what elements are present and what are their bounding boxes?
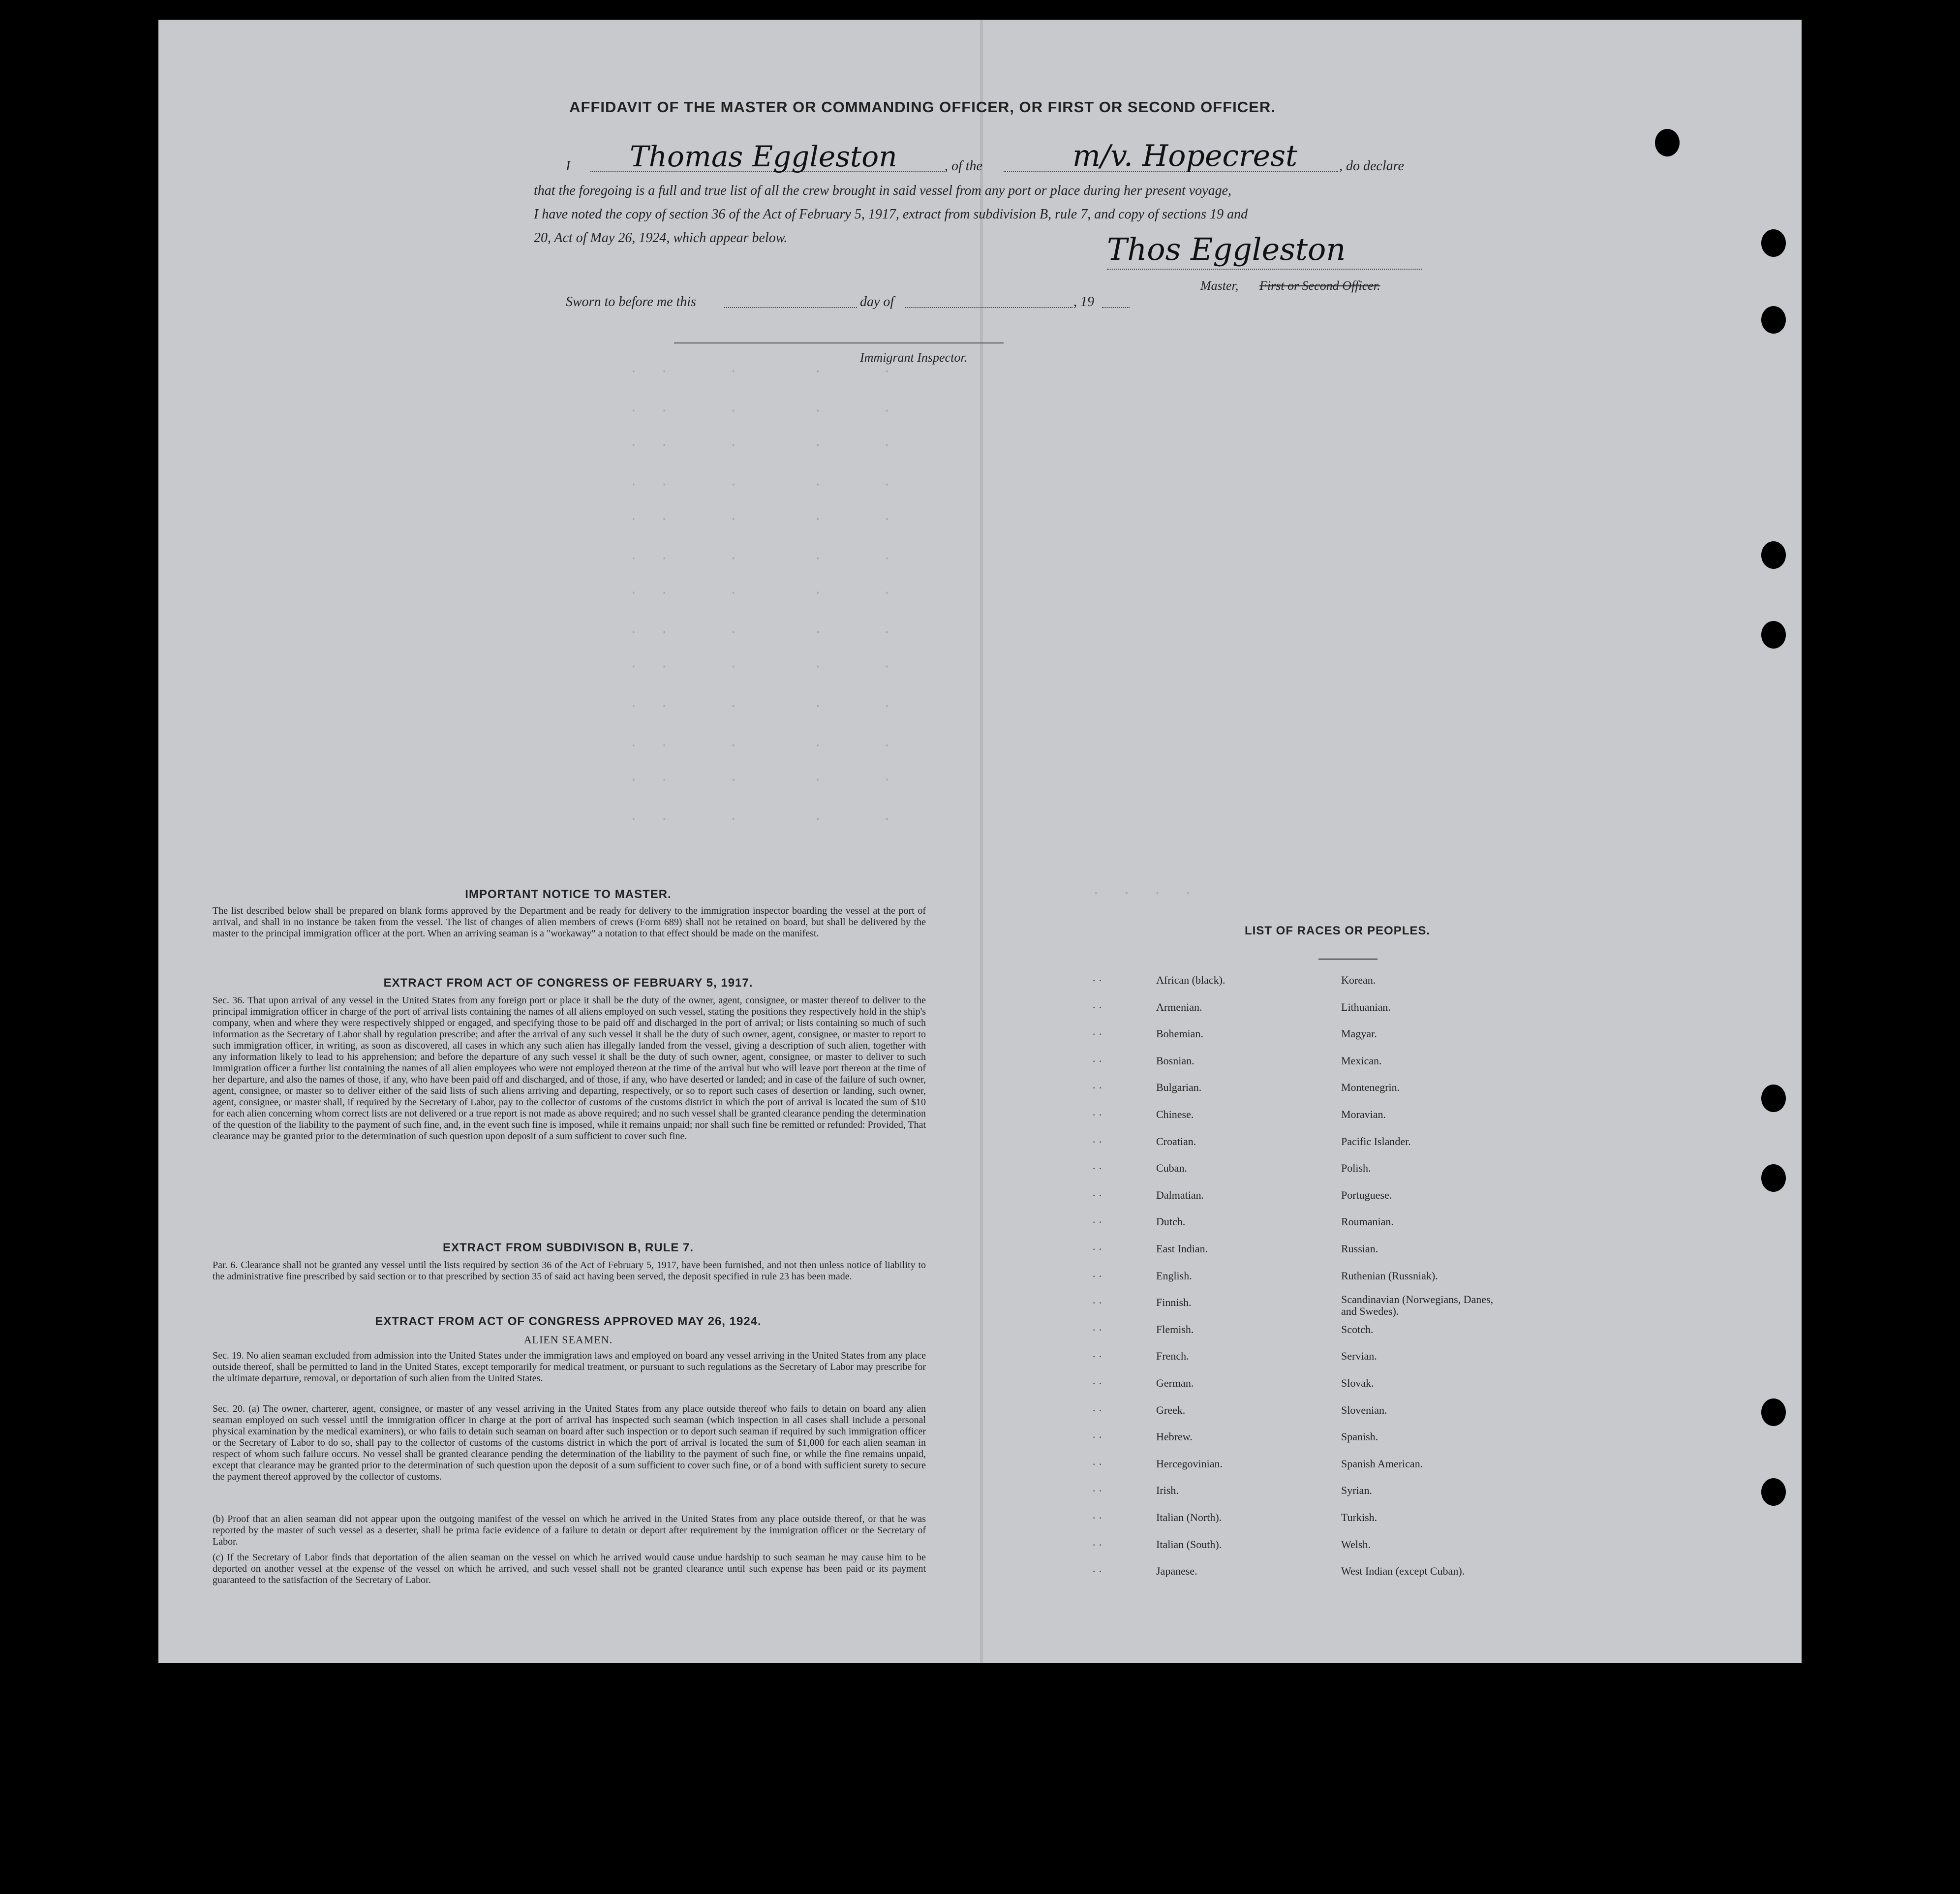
race-item: Greek.	[1156, 1403, 1186, 1416]
punch-hole	[1761, 621, 1786, 649]
vessel-name-handwritten: m/v. Hopecrest	[1072, 139, 1298, 173]
race-item: Chinese.	[1156, 1108, 1194, 1120]
race-item: Turkish.	[1341, 1511, 1378, 1523]
leader-dots: · ·	[1092, 1055, 1102, 1067]
declaration-i: I	[566, 158, 571, 174]
leader-dots: · ·	[1092, 1109, 1102, 1121]
punch-hole	[1761, 229, 1786, 257]
race-item: Irish.	[1156, 1484, 1179, 1497]
leader-dots: · ·	[1092, 1404, 1102, 1417]
race-item: West Indian (except Cuban).	[1341, 1565, 1465, 1578]
notice-heading: IMPORTANT NOTICE TO MASTER.	[465, 888, 672, 901]
extract-rule7-text: Par. 6. Clearance shall not be granted any vessel until the lists required by section 36 of the Act of February 5, 1917, have been furnished, and not then unless notice of liability to the administrative fine prescribed by said section or to that prescribed by section 35 of said act having been served, the deposit specified in rule 23 has been made.	[213, 1260, 926, 1282]
sworn-year-line	[1102, 307, 1130, 308]
master-signature: Thos Eggleston	[1107, 231, 1346, 267]
leader-dots: · ·	[1092, 1565, 1102, 1578]
leader-dots: · ·	[1092, 1216, 1102, 1229]
inspector-signature-line	[674, 342, 1004, 343]
leader-dots: · ·	[1092, 974, 1102, 987]
declaration-line-1: that the foregoing is a full and true list of all the crew brought in said vessel from any port or place during her present voyage,	[534, 183, 1232, 198]
sworn-label: Sworn to before me this	[566, 294, 696, 310]
race-item: Dutch.	[1156, 1215, 1186, 1228]
punch-hole	[1761, 1164, 1786, 1192]
leader-dots: · ·	[1092, 1243, 1102, 1255]
race-item: Scotch.	[1341, 1323, 1374, 1335]
notice-text: The list described below shall be prepared on blank forms approved by the Department and be ready for delivery to the immigration inspector boarding the vessel at the port of arrival, and shall in no instance be taken from the vessel. The list of changes of alien members of crews (Form 689) shall not be retained on board, but shall be delivered by the master to the principal immigration officer at the port. When an arriving seaman is a "workaway" a notation to that effect should be made on the manifest.	[213, 905, 926, 939]
race-item: Finnish.	[1156, 1296, 1192, 1309]
race-item: Hebrew.	[1156, 1430, 1193, 1443]
races-heading: LIST OF RACES OR PEOPLES.	[1245, 924, 1431, 937]
race-item: Mexican.	[1341, 1054, 1382, 1067]
extract-1917-text: Sec. 36. That upon arrival of any vessel in the United States from any foreign port or place it shall be the duty of the owner, agent, consignee, or master thereof to deliver to the principal immigration officer in charge of the port of arrival lists containing the names of all aliens employed on such vessel, stating the positions they respectively hold in the ship's company, when and where they were respectively shipped or engaged, and specifying those to be paid off and discharged in the port of arrival; or lists containing so much of such information as the Secretary of Labor shall by regulation prescribe; and after the arrival of any such vessel it shall be the duty of such owner, agent, consignee, or master to report to such immigration officer, in writing, as soon as discovered, all cases in which any such alien has illegally landed from the vessel, giving a description of such alien, together with any information likely to lead to his apprehension; and before the departure of any such vessel it shall be the duty of such owner, agent, consignee, or master to deliver to such immigration officer a further list containing the names of all alien employees who were not employed thereon at the time of the arrival but who will leave port thereon at the time of her departure, and also the names of those, if any, who have been paid off and discharged, and of those, if any, who have deserted or landed; and in case of the failure of such owner, agent, consignee, or master so to deliver either of the said lists of such aliens arriving and departing, respectively, or so to report such cases of desertion or landing, such owner, agent, consignee, or master shall, if required by the Secretary of Labor, pay to the collector of customs of the customs district in which the port of arrival is located the sum of $10 for each alien concerning whom correct lists are not delivered or a true report is not made as above required; and no such vessel shall be granted clearance pending the determination of the question of the liability to the payment of such fine, and, in the event such fine is imposed, while it remains unpaid; nor shall such fine be remitted or refunded: Provided, That clearance may be granted prior to the determination of such question upon deposit of a sum sufficient to cover such fine.	[213, 995, 926, 1142]
extract-1924-subheading: ALIEN SEAMEN.	[523, 1334, 613, 1346]
leader-dots: · ·	[1092, 1458, 1102, 1470]
sec19-text: Sec. 19. No alien seaman excluded from admission into the United States under the immigration laws and employed on board any vessel arriving in the United States from any place outside thereof, shall be permitted to land in the United States, except temporarily for medical treatment, or pursuant to such regulations as the Secretary of Labor may prescribe for the ultimate departure, removal, or deportation of such alien from the United States.	[213, 1350, 926, 1384]
page-fold	[980, 20, 983, 1663]
race-item: Moravian.	[1341, 1108, 1386, 1120]
leader-dots: · ·	[1092, 1189, 1102, 1202]
race-item: Italian (South).	[1156, 1538, 1222, 1551]
leader-dots: · ·	[1092, 1082, 1102, 1094]
sec20b-text: (b) Proof that an alien seaman did not appear upon the outgoing manifest of the vessel on which he arrived in the United States from any place outside thereof, or that he was reported by the master of such vessel as a deserter, shall be prima facie evidence of a failure to detain or deport after requirement by the immigration officer or the Secretary of Labor.	[213, 1514, 926, 1547]
sec20a-text: Sec. 20. (a) The owner, charterer, agent, consignee, or master of any vessel arriving in the United States from any place outside thereof who fails to detain on board any alien seaman employed on such vessel until the immigration officer in charge at the port of arrival has inspected such seaman (which inspection in all cases shall include a personal physical examination by the medical examiners), or who fails to detain such seaman on board after such inspection or to deport such seaman if required by such immigration officer or the Secretary of Labor to do so, shall pay to the collector of customs of the customs district in which the port of arrival is located the sum of $1,000 for each alien seaman in respect of whom such failure occurs. No vessel shall be granted clearance pending the determination of the liability to the payment of such fine, or while the fine remains unpaid, except that clearance may be granted prior to the determination of such question upon the deposit of a sum sufficient to cover such fine, or of a bond with sufficient surety to secure the payment thereof approved by the collector of customs.	[213, 1403, 926, 1482]
race-item: Cuban.	[1156, 1162, 1187, 1175]
punch-hole	[1761, 1398, 1786, 1426]
race-item: Portuguese.	[1341, 1188, 1392, 1201]
race-item: Syrian.	[1341, 1484, 1372, 1497]
race-item: Slovak.	[1341, 1377, 1374, 1389]
race-item: Bosnian.	[1156, 1054, 1194, 1067]
race-item: Slovenian.	[1341, 1403, 1387, 1416]
race-item: African (black).	[1156, 974, 1225, 986]
punch-hole	[1761, 1085, 1786, 1112]
leader-dots: · ·	[1092, 1377, 1102, 1390]
leader-dots: · ·	[1092, 1028, 1102, 1041]
leader-dots: · ·	[1092, 1001, 1102, 1014]
year-label: , 19	[1073, 294, 1094, 310]
leader-dots: · ·	[1092, 1512, 1102, 1524]
punch-hole	[1655, 129, 1680, 156]
race-item: French.	[1156, 1350, 1189, 1363]
race-item: Flemish.	[1156, 1323, 1194, 1335]
race-item: Spanish American.	[1341, 1457, 1423, 1470]
extract-1924-heading: EXTRACT FROM ACT OF CONGRESS APPROVED MAY 26, 1924.	[375, 1315, 762, 1328]
race-item: Japanese.	[1156, 1565, 1197, 1578]
race-item: Croatian.	[1156, 1135, 1196, 1148]
leader-dots: · ·	[1092, 1538, 1102, 1551]
leader-dots: · ·	[1092, 1135, 1102, 1148]
leader-dots: · ·	[1092, 1350, 1102, 1363]
master-name-handwritten: Thomas Eggleston	[630, 140, 897, 173]
race-item: Dalmatian.	[1156, 1188, 1204, 1201]
race-item: Scandinavian (Norwegians, Danes, and Swedes).	[1341, 1293, 1494, 1318]
race-item: Magyar.	[1341, 1027, 1377, 1040]
master-label: Master,	[1200, 279, 1239, 293]
signature-line	[1107, 269, 1422, 270]
race-item: Roumanian.	[1341, 1215, 1394, 1228]
races-rule	[1318, 959, 1378, 960]
race-item: Bohemian.	[1156, 1027, 1203, 1040]
race-item: Ruthenian (Russniak).	[1341, 1269, 1438, 1282]
leader-dots: · ·	[1092, 1162, 1102, 1175]
race-item: Spanish.	[1341, 1430, 1378, 1443]
leader-dots: · ·	[1092, 1270, 1102, 1282]
inspector-label: Immigrant Inspector.	[860, 350, 968, 365]
sworn-month-line	[905, 307, 1072, 308]
race-item: Welsh.	[1341, 1538, 1371, 1551]
race-item: Lithuanian.	[1341, 1000, 1391, 1013]
race-item: German.	[1156, 1377, 1194, 1389]
race-item: Korean.	[1341, 974, 1376, 986]
sec20c-text: (c) If the Secretary of Labor finds that deportation of the alien seaman on the vessel on which he arrived would cause undue hardship to such seaman he may cause him to be deported on another vessel at the expense of the vessel on which he arrived, and such vessel shall not be granted clearance until such expense has been paid or its payment guaranteed to the satisfaction of the Secretary of Labor.	[213, 1552, 926, 1585]
race-item: Servian.	[1341, 1350, 1377, 1363]
struck-officer-label: First or Second Officer.	[1259, 279, 1380, 293]
declaration-of-the: , of the	[945, 158, 982, 174]
leader-dots: · ·	[1092, 1485, 1102, 1497]
race-item: Hercegovinian.	[1156, 1457, 1223, 1470]
affidavit-title: AFFIDAVIT OF THE MASTER OR COMMANDING OFFICER, OR FIRST OR SECOND OFFICER.	[569, 98, 1276, 116]
extract-rule7-heading: EXTRACT FROM SUBDIVISON B, RULE 7.	[442, 1241, 694, 1254]
race-item: Russian.	[1341, 1242, 1378, 1255]
declaration-line-3: 20, Act of May 26, 1924, which appear below.	[534, 230, 788, 246]
leader-dots: · ·	[1092, 1323, 1102, 1336]
race-item: Montenegrin.	[1341, 1081, 1400, 1094]
race-item: Polish.	[1341, 1162, 1371, 1175]
declaration-line-2: I have noted the copy of section 36 of the Act of February 5, 1917, extract from subdivision B, rule 7, and copy of sections 19 and	[534, 207, 1248, 222]
race-item: East Indian.	[1156, 1242, 1208, 1255]
day-of-label: day of	[860, 294, 894, 310]
punch-hole	[1761, 1478, 1786, 1506]
extract-1917-heading: EXTRACT FROM ACT OF CONGRESS OF FEBRUARY 5, 1917.	[383, 976, 753, 990]
race-item: Pacific Islander.	[1341, 1135, 1411, 1148]
leader-dots: · ·	[1092, 1431, 1102, 1444]
sworn-date-line	[724, 307, 857, 308]
declaration-do-declare: , do declare	[1339, 158, 1404, 174]
race-item: Italian (North).	[1156, 1511, 1222, 1523]
punch-hole	[1761, 541, 1786, 569]
punch-hole	[1761, 306, 1786, 334]
race-item: English.	[1156, 1269, 1192, 1282]
race-item: Armenian.	[1156, 1000, 1202, 1013]
leader-dots: · ·	[1092, 1297, 1102, 1309]
race-item: Bulgarian.	[1156, 1081, 1202, 1094]
